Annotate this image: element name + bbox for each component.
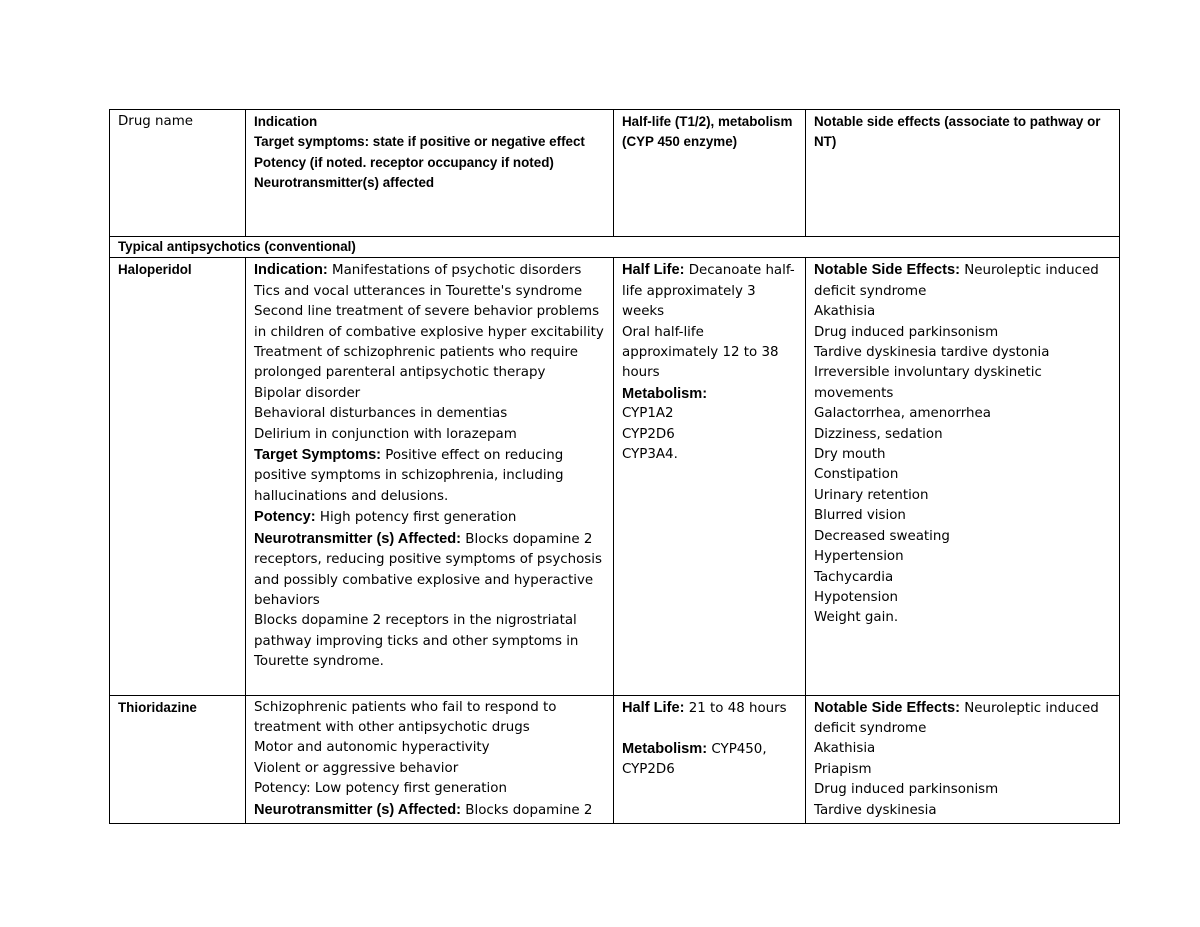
halflife: Half Life: Decanoate half-life approximately 3 weeks [622, 262, 795, 320]
indication-line: Violent or aggressive behavior [254, 760, 459, 776]
indication-line: Treatment of schizophrenic patients who require prolonged parenteral antipsychotic therapy [254, 345, 578, 381]
side-effect: Blurred vision [814, 508, 906, 524]
side-effect: Dry mouth [814, 447, 886, 463]
side-effect: Weight gain. [814, 610, 899, 626]
thioridazine-halflife-cell [614, 695, 806, 823]
side-effect: Akathisia [814, 304, 876, 320]
indication-line: Second line treatment of severe behavior problems in children of combative explosive hyper excitability [254, 304, 604, 340]
side-effect: Tachycardia [814, 569, 894, 585]
metabolism-item: CYP1A2 [622, 406, 674, 422]
metabolism-item: CYP3A4. [622, 447, 678, 463]
drug-table [109, 109, 1120, 824]
side-effect: Tardive dyskinesia tardive dystonia [814, 345, 1050, 361]
side-effect: Hypertension [814, 549, 904, 565]
header-side-effects: Notable side effects (associate to pathway or NT) [806, 110, 1120, 237]
metabolism: Metabolism: CYP450, CYP2D6 [622, 740, 767, 778]
drug-row-thioridazine [110, 695, 1120, 823]
indication-line: Bipolar disorder [254, 385, 361, 401]
thioridazine-indication-cell [246, 695, 614, 823]
header-drug-name: Drug name [110, 110, 246, 237]
side-effect: Galactorrhea, amenorrhea [814, 406, 991, 422]
drug-name-thioridazine: Thioridazine [110, 695, 246, 823]
side-effect: Notable Side Effects: Neuroleptic induced deficit syndrome [814, 699, 1099, 736]
indication-line: Schizophrenic patients who fail to respond to treatment with other antipsychotic drugs [254, 699, 557, 735]
section-title: Typical antipsychotics (conventional) [110, 237, 1120, 258]
side-effect: Drug induced parkinsonism [814, 324, 999, 340]
halflife-oral: Oral half-life approximately 12 to 38 hours [622, 324, 779, 381]
neurotransmitter: Neurotransmitter (s) Affected: Blocks dopamine 2 receptors, reducing positive symptoms of psychosis and possibly combative explosive and hyperactive behaviors [254, 530, 602, 608]
indication-line: Delirium in conjunction with lorazepam [254, 426, 517, 442]
haloperidol-side-effects-cell [806, 258, 1120, 695]
thioridazine-side-effects-cell [806, 695, 1120, 823]
side-effect: Tardive dyskinesia [814, 802, 937, 818]
side-effect: Priapism [814, 761, 872, 777]
side-effect: Constipation [814, 467, 899, 483]
metabolism-label: Metabolism: [622, 385, 708, 402]
side-effect: Notable Side Effects: Neuroleptic induced deficit syndrome [814, 262, 1099, 299]
header-row [110, 110, 1120, 237]
drug-row-haloperidol [110, 258, 1120, 695]
potency: Potency: High potency first generation [254, 509, 517, 526]
side-effect: Drug induced parkinsonism [814, 782, 999, 798]
side-effect: Decreased sweating [814, 528, 950, 544]
section-row [110, 237, 1120, 258]
side-effect: Hypotension [814, 589, 899, 605]
side-effect: Irreversible involuntary dyskinetic movements [814, 365, 1042, 401]
metabolism-item: CYP2D6 [622, 426, 675, 442]
side-effect: Dizziness, sedation [814, 426, 943, 442]
neurotransmitter: Neurotransmitter (s) Affected: Blocks dopamine 2 [254, 801, 593, 818]
drug-name-haloperidol: Haloperidol [110, 258, 246, 695]
haloperidol-indication-cell [246, 258, 614, 695]
indication-line: Potency: Low potency first generation [254, 781, 507, 797]
header-indication-line: Potency (if noted. receptor occupancy if noted) [254, 154, 554, 170]
header-indication-line: Target symptoms: state if positive or negative effect [254, 134, 585, 150]
haloperidol-halflife-cell [614, 258, 806, 695]
header-indication [246, 110, 614, 237]
neurotransmitter-extra: Blocks dopamine 2 receptors in the nigrostriatal pathway improving ticks and other symptoms in Tourette syndrome. [254, 613, 579, 670]
indication-line: Indication: Manifestations of psychotic disorders [254, 262, 582, 279]
indication-line: Behavioral disturbances in dementias [254, 406, 508, 422]
indication-line: Tics and vocal utterances in Tourette's syndrome [254, 283, 583, 299]
header-indication-line: Indication [254, 114, 318, 129]
indication-line: Motor and autonomic hyperactivity [254, 740, 490, 756]
side-effect: Akathisia [814, 741, 876, 757]
header-indication-line: Neurotransmitter(s) affected [254, 175, 435, 191]
target-symptoms: Target Symptoms: Positive effect on reducing positive symptoms in schizophrenia, including hallucinations and delusions. [254, 447, 564, 504]
halflife: Half Life: 21 to 48 hours [622, 699, 787, 716]
header-halflife: Half-life (T1/2), metabolism (CYP 450 enzyme) [614, 110, 806, 237]
side-effect: Urinary retention [814, 487, 929, 503]
